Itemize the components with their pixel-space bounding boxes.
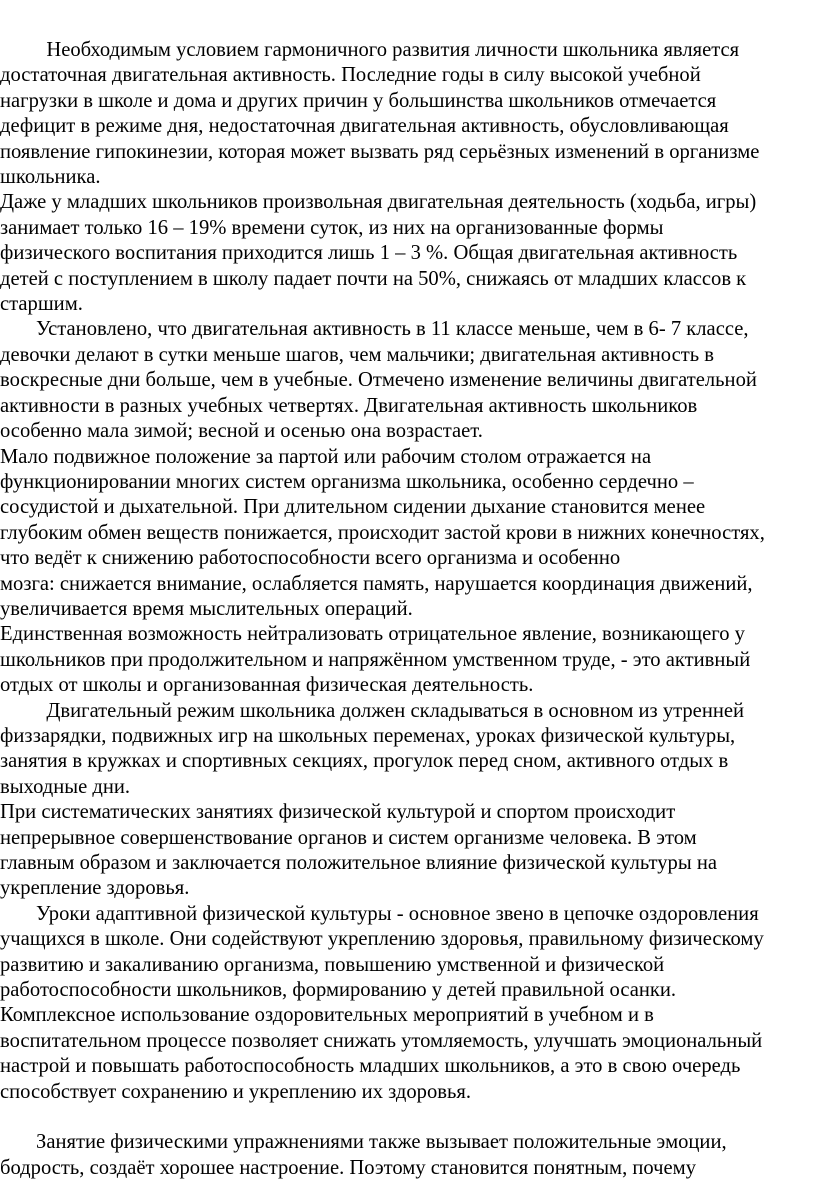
text-line: Уроки адаптивной физической культуры - основное звено в цепочке оздоровления xyxy=(0,902,759,925)
text-line: Мало подвижное положение за партой или рабочим столом отражается на xyxy=(0,445,652,468)
paragraph-9 xyxy=(0,1130,814,1181)
text-line: Единственная возможность нейтрализовать отрицательное явление, возникающего у xyxy=(0,623,745,646)
text-line: отдых от школы и организованная физическая деятельность. xyxy=(0,674,534,697)
text-line: нагрузки в школе и дома и других причин у большинства школьников отмечается xyxy=(0,89,717,112)
paragraph-6 xyxy=(0,699,814,801)
text-line: работоспособности школьников, формированию у детей правильной осанки. xyxy=(0,979,677,1002)
text-line: школьников при продолжительном и напряжённом умственном труде, - это активный xyxy=(0,648,751,671)
text-line: физического воспитания приходится лишь 1 – 3 %. Общая двигательная активность xyxy=(0,242,738,265)
text-line: воспитательном процессе позволяет снижать утомляемость, улучшать эмоциональный xyxy=(0,1029,763,1052)
text-line: Комплексное использование оздоровительных мероприятий в учебном и в xyxy=(0,1004,654,1027)
text-line: физзарядки, подвижных игр на школьных переменах, уроках физической культуры, xyxy=(0,724,736,747)
text-line: Установлено, что двигательная активность в 11 классе меньше, чем в 6- 7 классе, xyxy=(0,318,749,341)
text-line: детей с поступлением в школу падает почти на 50%, снижаясь от младших классов к xyxy=(0,267,747,290)
paragraph-7 xyxy=(0,800,814,902)
text-line: Даже у младших школьников произвольная двигательная деятельность (ходьба, игры) xyxy=(0,191,757,214)
text-line: что ведёт к снижению работоспособности всего организма и особенно xyxy=(0,547,621,570)
text-line: Занятие физическими упражнениями также вызывает положительные эмоции, xyxy=(0,1131,727,1154)
text-line: непрерывное совершенствование органов и систем организме человека. В этом xyxy=(0,826,697,849)
text-line: учащихся в школе. Они содействуют укреплению здоровья, правильному физическому xyxy=(0,928,764,951)
text-line: старшим. xyxy=(0,293,83,316)
text-line: укрепление здоровья. xyxy=(0,877,190,900)
paragraph-4 xyxy=(0,445,814,623)
text-line: Необходимым условием гармоничного развития личности школьника является xyxy=(0,39,740,61)
text-line: Двигательный режим школьника должен складываться в основном из утренней xyxy=(0,699,745,722)
text-line: девочки делают в сутки меньше шагов, чем мальчики; двигательная активность в xyxy=(0,343,714,366)
paragraph-3 xyxy=(0,317,814,444)
text-line: дефицит в режиме дня, недостаточная двигательная активность, обусловливающая xyxy=(0,115,729,138)
text-line: увеличивается время мыслительных операций. xyxy=(0,597,413,620)
text-line: достаточная двигательная активность. Последние годы в силу высокой учебной xyxy=(0,64,701,87)
paragraph-8 xyxy=(0,902,814,1105)
text-line: развитию и закаливанию организма, повышению умственной и физической xyxy=(0,953,665,976)
text-line: школьника. xyxy=(0,166,101,189)
text-line: воскресные дни больше, чем в учебные. Отмечено изменение величины двигательной xyxy=(0,369,757,392)
text-line: способствует сохранению и укреплению их здоровья. xyxy=(0,1080,472,1103)
paragraph-5 xyxy=(0,622,814,698)
text-line: сосудистой и дыхательной. При длительном сидении дыхание становится менее xyxy=(0,496,706,519)
text-line: бодрость, создаёт хорошее настроение. Поэтому становится понятным, почему xyxy=(0,1156,696,1179)
text-line: занимает только 16 – 19% времени суток, из них на организованные формы xyxy=(0,216,664,239)
text-line: выходные дни. xyxy=(0,775,131,798)
paragraph-1 xyxy=(0,38,814,190)
text-line: глубоким обмен веществ понижается, происходит застой крови в нижних конечностях, xyxy=(0,521,765,544)
text-line: особенно мала зимой; весной и осенью она возрастает. xyxy=(0,420,483,443)
text-line: При систематических занятиях физической культурой и спортом происходит xyxy=(0,801,676,824)
text-line: главным образом и заключается положительное влияние физической культуры на xyxy=(0,852,717,874)
paragraph-2 xyxy=(0,190,814,317)
text-line: мозга: снижается внимание, ослабляется память, нарушается координация движений, xyxy=(0,572,753,595)
text-line: функционировании многих систем организма школьника, особенно сердечно – xyxy=(0,470,694,493)
text-line: активности в разных учебных четвертях. Двигательная активность школьников xyxy=(0,394,698,417)
paragraph-spacer xyxy=(0,1105,814,1130)
document-page xyxy=(0,38,814,1181)
text-line: настрой и повышать работоспособность младших школьников, а это в свою очередь xyxy=(0,1055,741,1078)
text-line: появление гипокинезии, которая может вызвать ряд серьёзных изменений в организме xyxy=(0,140,760,163)
text-line: занятия в кружках и спортивных секциях, прогулок перед сном, активного отдых в xyxy=(0,750,729,773)
